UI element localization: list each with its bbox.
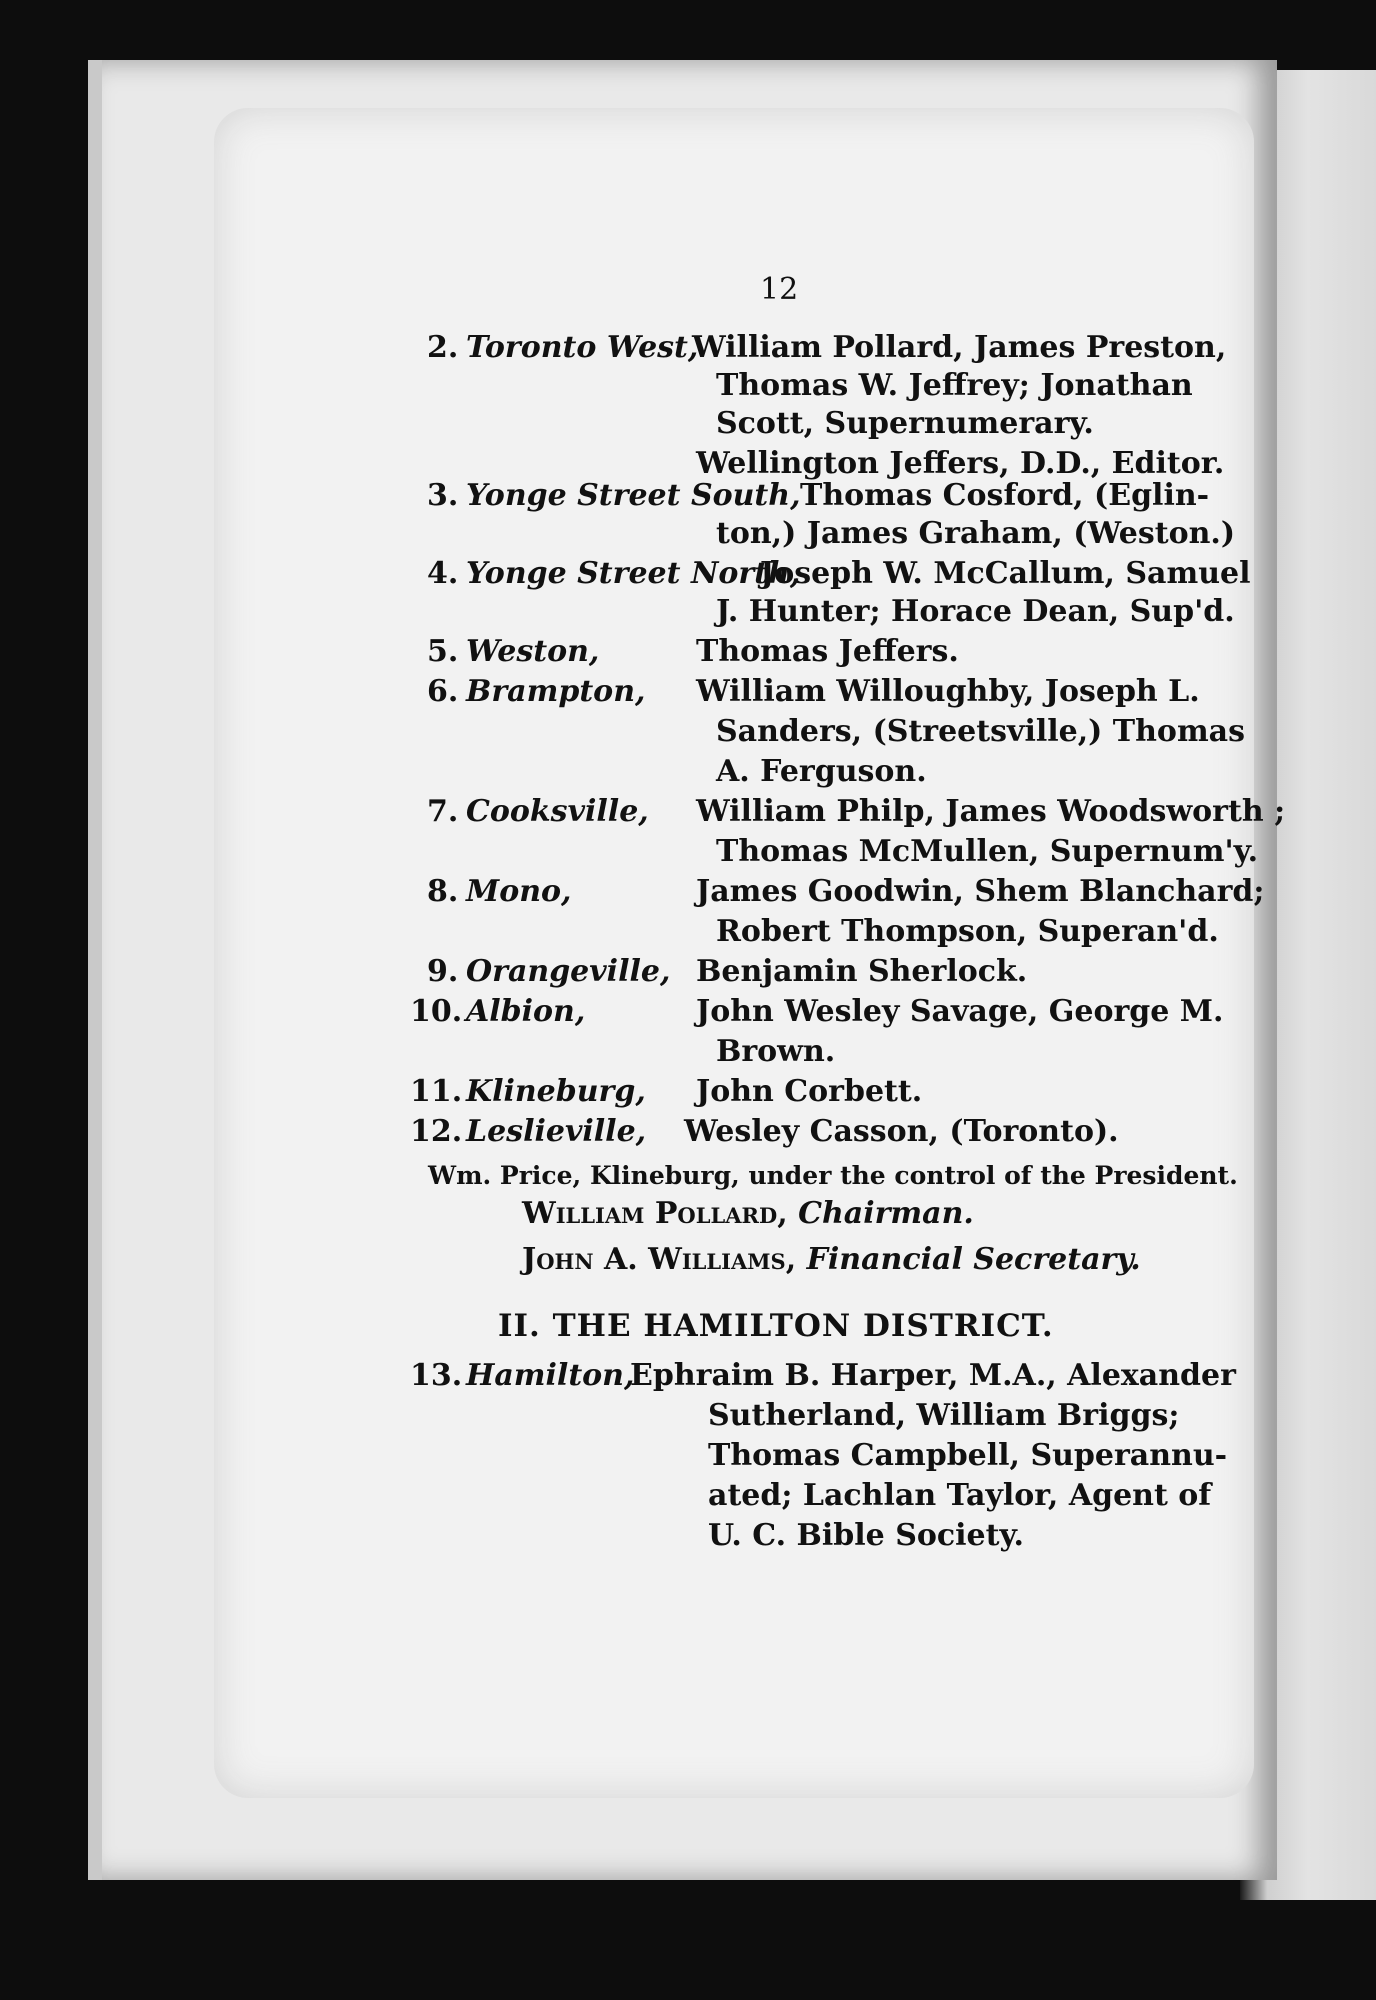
- appointment-text: Wesley Casson, (Toronto).: [684, 1114, 1119, 1149]
- circuit-name: Weston,: [466, 634, 600, 669]
- entry-number: 10.: [410, 994, 463, 1029]
- circuit-name: Cooksville,: [466, 794, 649, 829]
- secretary-line: [522, 1242, 1141, 1278]
- entry-number: 11.: [410, 1074, 463, 1109]
- secretary-name: John A. Williams,: [522, 1242, 797, 1277]
- appointment-text: Ephraim B. Harper, M.A., Alexander: [630, 1358, 1236, 1393]
- circuit-name: Orangeville,: [466, 954, 671, 989]
- president-note: Wm. Price, Klineburg, under the control of the President.: [428, 1161, 1238, 1190]
- appointment-text: Sutherland, William Briggs;: [708, 1398, 1180, 1433]
- appointment-text: Brown.: [716, 1034, 836, 1069]
- circuit-name: Yonge Street North,: [466, 556, 801, 591]
- chairman-line: [522, 1196, 974, 1232]
- entry-number: 9.: [427, 954, 459, 989]
- entry-number: 3.: [427, 478, 459, 513]
- circuit-name: Albion,: [466, 994, 586, 1029]
- appointment-text: William Willoughby, Joseph L.: [696, 674, 1200, 709]
- appointment-text: Thomas McMullen, Supernum'y.: [716, 834, 1259, 869]
- appointment-text: Thomas Jeffers.: [696, 634, 959, 669]
- district-heading: II. THE HAMILTON DISTRICT.: [498, 1308, 1054, 1344]
- appointment-text: Scott, Supernumerary.: [716, 406, 1094, 441]
- circuit-name: Hamilton,: [466, 1358, 635, 1393]
- entry-number: 8.: [427, 874, 459, 909]
- appointment-text: ton,) James Graham, (Weston.): [716, 516, 1236, 551]
- appointment-text: Sanders, (Streetsville,) Thomas: [716, 714, 1246, 749]
- appointment-text: Thomas W. Jeffrey; Jonathan: [716, 368, 1193, 403]
- appointment-text: A. Ferguson.: [716, 754, 927, 789]
- circuit-name: Klineburg,: [466, 1074, 646, 1109]
- appointment-text: John Corbett.: [696, 1074, 923, 1109]
- entry-number: 2.: [427, 330, 459, 365]
- appointment-text: John Wesley Savage, George M.: [696, 994, 1224, 1029]
- appointment-text: Benjamin Sherlock.: [696, 954, 1028, 989]
- entry-number: 7.: [427, 794, 459, 829]
- appointment-text: James Goodwin, Shem Blanchard;: [696, 874, 1265, 909]
- entry-number: 5.: [427, 634, 459, 669]
- appointment-text: J. Hunter; Horace Dean, Sup'd.: [716, 594, 1235, 629]
- appointment-text: Joseph W. McCallum, Samuel: [760, 556, 1251, 591]
- page-number: 12: [760, 272, 799, 307]
- appointment-text: Robert Thompson, Superan'd.: [716, 914, 1219, 949]
- entry-number: 12.: [410, 1114, 463, 1149]
- circuit-name: Yonge Street South,: [466, 478, 801, 513]
- entry-number: 6.: [427, 674, 459, 709]
- circuit-name: Brampton,: [466, 674, 646, 709]
- book-page: [88, 60, 1286, 1880]
- entry-number: 4.: [427, 556, 459, 591]
- circuit-name: Mono,: [466, 874, 572, 909]
- circuit-name: Toronto West,: [466, 330, 699, 365]
- chairman-role: Chairman.: [798, 1196, 974, 1231]
- page-text: [102, 60, 1286, 1880]
- entry-number: 13.: [410, 1358, 463, 1393]
- appointment-text: Thomas Campbell, Superannu-: [708, 1438, 1228, 1473]
- secretary-role: Financial Secretary.: [806, 1242, 1141, 1277]
- appointment-text: William Pollard, James Preston,: [692, 330, 1227, 365]
- appointment-text: Thomas Cosford, (Eglin-: [800, 478, 1210, 513]
- chairman-name: William Pollard,: [522, 1196, 788, 1231]
- appointment-text: William Philp, James Woodsworth ;: [696, 794, 1286, 829]
- circuit-name: Leslieville,: [466, 1114, 647, 1149]
- appointment-text: Wellington Jeffers, D.D., Editor.: [696, 446, 1225, 481]
- appointment-text: ated; Lachlan Taylor, Agent of: [708, 1478, 1212, 1513]
- appointment-text: U. C. Bible Society.: [708, 1518, 1024, 1553]
